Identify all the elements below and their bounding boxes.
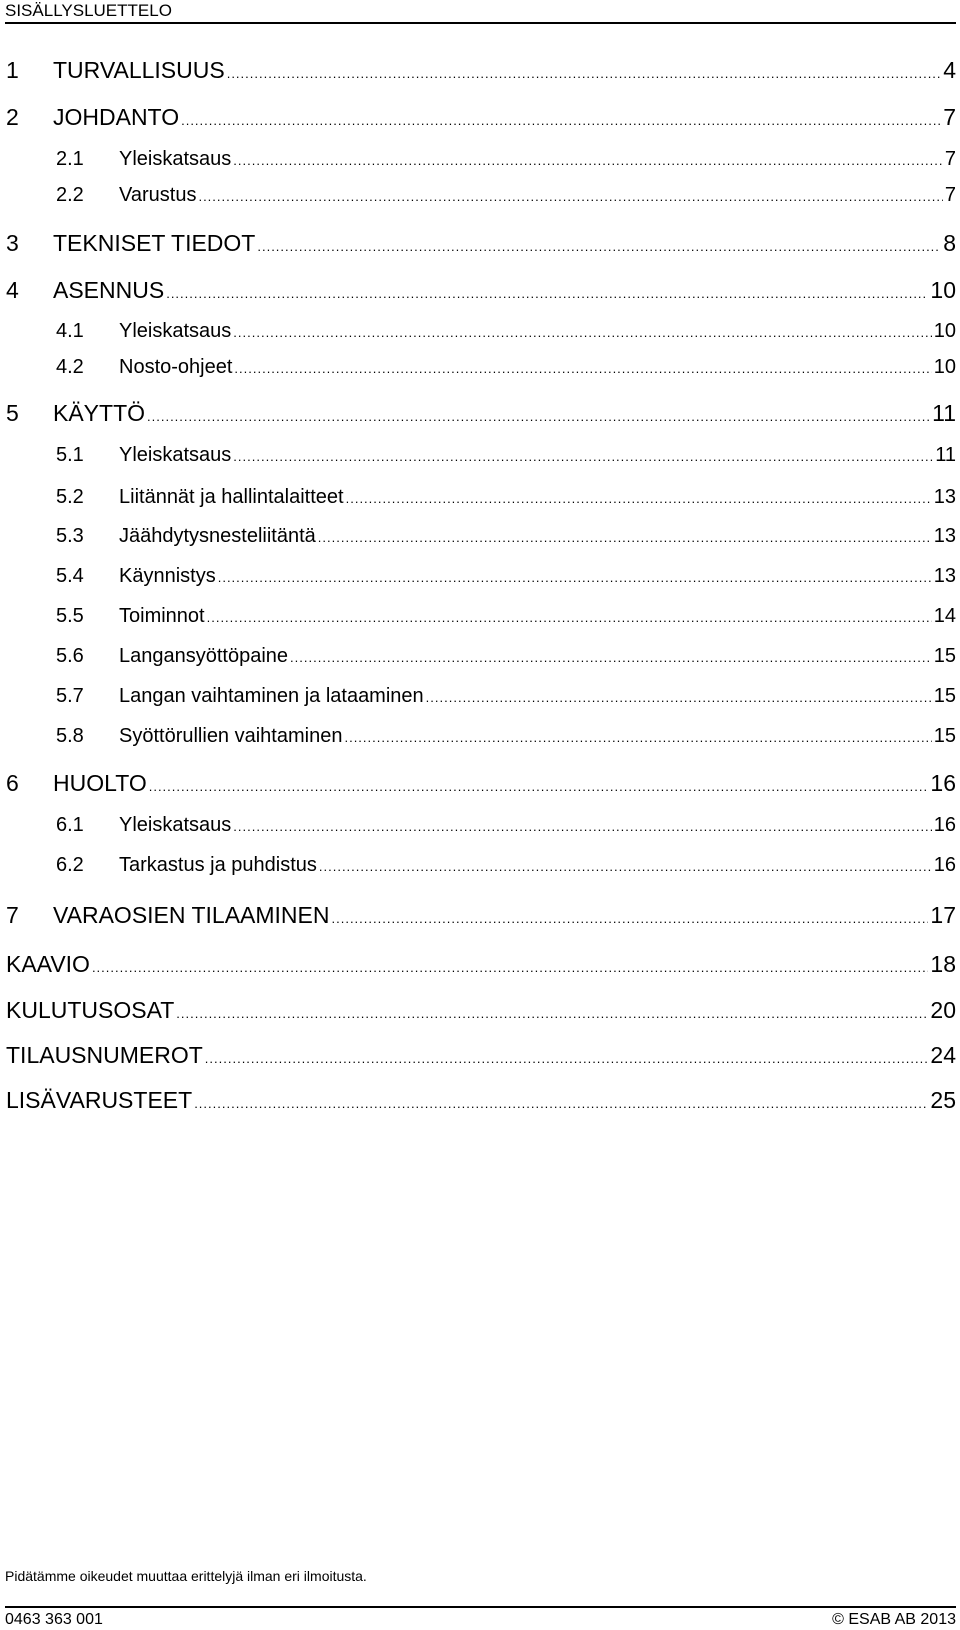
- toc-entry-page: 7: [944, 184, 956, 206]
- toc-entry-number: 5.4: [56, 565, 84, 587]
- toc-entry-title: JOHDANTO: [53, 104, 180, 130]
- toc-entry[interactable]: [6, 228, 956, 258]
- toc-entry[interactable]: [56, 643, 956, 669]
- toc-entry-number: 3: [6, 230, 19, 256]
- toc-entry[interactable]: [6, 768, 956, 798]
- toc-entry-title: Toiminnot: [119, 605, 205, 627]
- document-number: 0463 363 001: [5, 1611, 103, 1628]
- toc-entry-page: 14: [933, 605, 956, 627]
- dot-leader: [346, 486, 932, 512]
- toc-entry-page: 11: [935, 444, 956, 466]
- toc-entry-number: 5.6: [56, 645, 84, 667]
- dot-leader: [318, 525, 932, 551]
- toc-entry-title: TILAUSNUMEROT: [6, 1042, 203, 1068]
- dot-leader: [218, 565, 932, 591]
- dot-leader: [198, 184, 942, 210]
- toc-entry-title: Langansyöttöpaine: [119, 645, 289, 667]
- toc-entry-page: 16: [933, 814, 956, 836]
- toc-entry-page: 11: [932, 400, 956, 426]
- toc-entry[interactable]: [6, 1085, 956, 1115]
- toc-entry-page: 10: [933, 356, 956, 378]
- toc-entry-page: 10: [933, 320, 956, 342]
- toc-entry[interactable]: [6, 995, 956, 1025]
- toc-entry-title: LISÄVARUSTEET: [6, 1087, 193, 1113]
- toc-entry[interactable]: [6, 55, 956, 85]
- toc-entry-title: VARAOSIEN TILAAMINEN: [53, 902, 330, 928]
- disclaimer-notice: Pidätämme oikeudet muuttaa erittelyjä ilman eri ilmoitusta.: [5, 1568, 367, 1584]
- toc-entry-title: HUOLTO: [53, 770, 147, 796]
- toc-entry-number: 5.2: [56, 486, 84, 508]
- toc-entry[interactable]: [56, 484, 956, 510]
- toc-entry[interactable]: [56, 146, 956, 172]
- toc-entry[interactable]: [56, 683, 956, 709]
- toc-entry[interactable]: [56, 723, 956, 749]
- toc-entry-title: Liitännät ja hallintalaitteet: [119, 486, 344, 508]
- toc-entry-number: 6.2: [56, 854, 84, 876]
- toc-entry-title: Käynnistys: [119, 565, 216, 587]
- toc-entry-title: Syöttörullien vaihtaminen: [119, 725, 343, 747]
- toc-entry-page: 4: [943, 57, 956, 83]
- toc-entry-page: 18: [930, 951, 956, 977]
- toc-entry-page: 16: [930, 770, 956, 796]
- toc-entry-number: 6.1: [56, 814, 84, 836]
- toc-entry-title: KÄYTTÖ: [53, 400, 146, 426]
- dot-leader: [319, 854, 932, 880]
- header-divider: [5, 22, 956, 24]
- toc-entry-title: Langan vaihtaminen ja lataaminen: [119, 685, 424, 707]
- dot-leader: [207, 605, 932, 631]
- toc-entry-number: 5.7: [56, 685, 84, 707]
- dot-leader: [176, 999, 928, 1029]
- document-footer: [5, 1610, 956, 1630]
- toc-entry[interactable]: [6, 949, 956, 979]
- toc-entry[interactable]: [56, 812, 956, 838]
- toc-entry[interactable]: [56, 442, 956, 468]
- toc-entry-number: 5: [6, 400, 19, 426]
- toc-entry[interactable]: [56, 523, 956, 549]
- dot-leader: [233, 814, 931, 840]
- toc-entry-page: 17: [930, 902, 956, 928]
- dot-leader: [194, 1089, 928, 1119]
- toc-entry[interactable]: [56, 563, 956, 589]
- toc-entry-number: 2.2: [56, 184, 84, 206]
- dot-leader: [234, 356, 931, 382]
- dot-leader: [149, 772, 929, 802]
- dot-leader: [257, 232, 941, 262]
- toc-entry[interactable]: [56, 182, 956, 208]
- toc-entry-page: 25: [930, 1087, 956, 1113]
- toc-entry-number: 2: [6, 104, 19, 130]
- copyright-notice: © ESAB AB 2013: [832, 1611, 956, 1628]
- toc-entry[interactable]: [56, 318, 956, 344]
- dot-leader: [205, 1044, 929, 1074]
- toc-entry-title: KAAVIO: [6, 951, 90, 977]
- toc-entry-page: 13: [933, 565, 956, 587]
- toc-entry-number: 5.5: [56, 605, 84, 627]
- toc-entry-number: 2.1: [56, 148, 84, 170]
- toc-entry[interactable]: [6, 275, 956, 305]
- toc-entry[interactable]: [6, 1040, 956, 1070]
- dot-leader: [233, 148, 943, 174]
- toc-heading: SISÄLLYSLUETTELO: [5, 1, 172, 20]
- toc-entry-number: 4.2: [56, 356, 84, 378]
- toc-entry-page: 20: [930, 997, 956, 1023]
- toc-entry[interactable]: [6, 102, 956, 132]
- dot-leader: [166, 279, 928, 309]
- dot-leader: [181, 106, 941, 136]
- toc-entry-page: 7: [943, 104, 956, 130]
- toc-entry-number: 1: [6, 57, 19, 83]
- toc-entry-title: Tarkastus ja puhdistus: [119, 854, 317, 876]
- toc-entry-title: Yleiskatsaus: [119, 320, 232, 342]
- toc-entry-page: 13: [933, 525, 956, 547]
- toc-entry-page: 16: [933, 854, 956, 876]
- toc-entry-title: Jäähdytysnesteliitäntä: [119, 525, 316, 547]
- document-header: [5, 0, 172, 22]
- toc-entry[interactable]: [6, 900, 956, 930]
- dot-leader: [290, 645, 932, 671]
- dot-leader: [92, 953, 928, 983]
- toc-entry-number: 7: [6, 902, 19, 928]
- toc-entry-number: 5.1: [56, 444, 84, 466]
- dot-leader: [344, 725, 931, 751]
- toc-entry-title: Varustus: [119, 184, 197, 206]
- toc-entry[interactable]: [56, 354, 956, 380]
- toc-entry-page: 15: [933, 725, 956, 747]
- toc-entry-page: 24: [930, 1042, 956, 1068]
- toc-entry-page: 10: [930, 277, 956, 303]
- toc-entry-number: 6: [6, 770, 19, 796]
- toc-entry-title: KULUTUSOSAT: [6, 997, 175, 1023]
- toc-entry-number: 5.8: [56, 725, 84, 747]
- dot-leader: [147, 402, 930, 432]
- toc-entry-title: Yleiskatsaus: [119, 814, 232, 836]
- toc-entry-number: 4: [6, 277, 19, 303]
- footer-divider: [5, 1606, 956, 1608]
- toc-entry-title: Nosto-ohjeet: [119, 356, 233, 378]
- dot-leader: [233, 320, 931, 346]
- dot-leader: [227, 59, 942, 89]
- toc-entry-title: Yleiskatsaus: [119, 148, 232, 170]
- toc-entry[interactable]: [56, 852, 956, 878]
- toc-entry-title: TURVALLISUUS: [53, 57, 225, 83]
- toc-entry[interactable]: [6, 398, 956, 428]
- toc-entry-page: 15: [933, 685, 956, 707]
- toc-entry-page: 15: [933, 645, 956, 667]
- toc-entry-title: Yleiskatsaus: [119, 444, 232, 466]
- toc-entry-page: 13: [933, 486, 956, 508]
- dot-leader: [332, 904, 929, 934]
- toc-entry-page: 8: [943, 230, 956, 256]
- toc-entry-page: 7: [944, 148, 956, 170]
- toc-entry-title: ASENNUS: [53, 277, 165, 303]
- toc-entry-number: 5.3: [56, 525, 84, 547]
- dot-leader: [426, 685, 932, 711]
- toc-entry-number: 4.1: [56, 320, 84, 342]
- toc-entry[interactable]: [56, 603, 956, 629]
- dot-leader: [233, 444, 933, 470]
- toc-entry-title: TEKNISET TIEDOT: [53, 230, 256, 256]
